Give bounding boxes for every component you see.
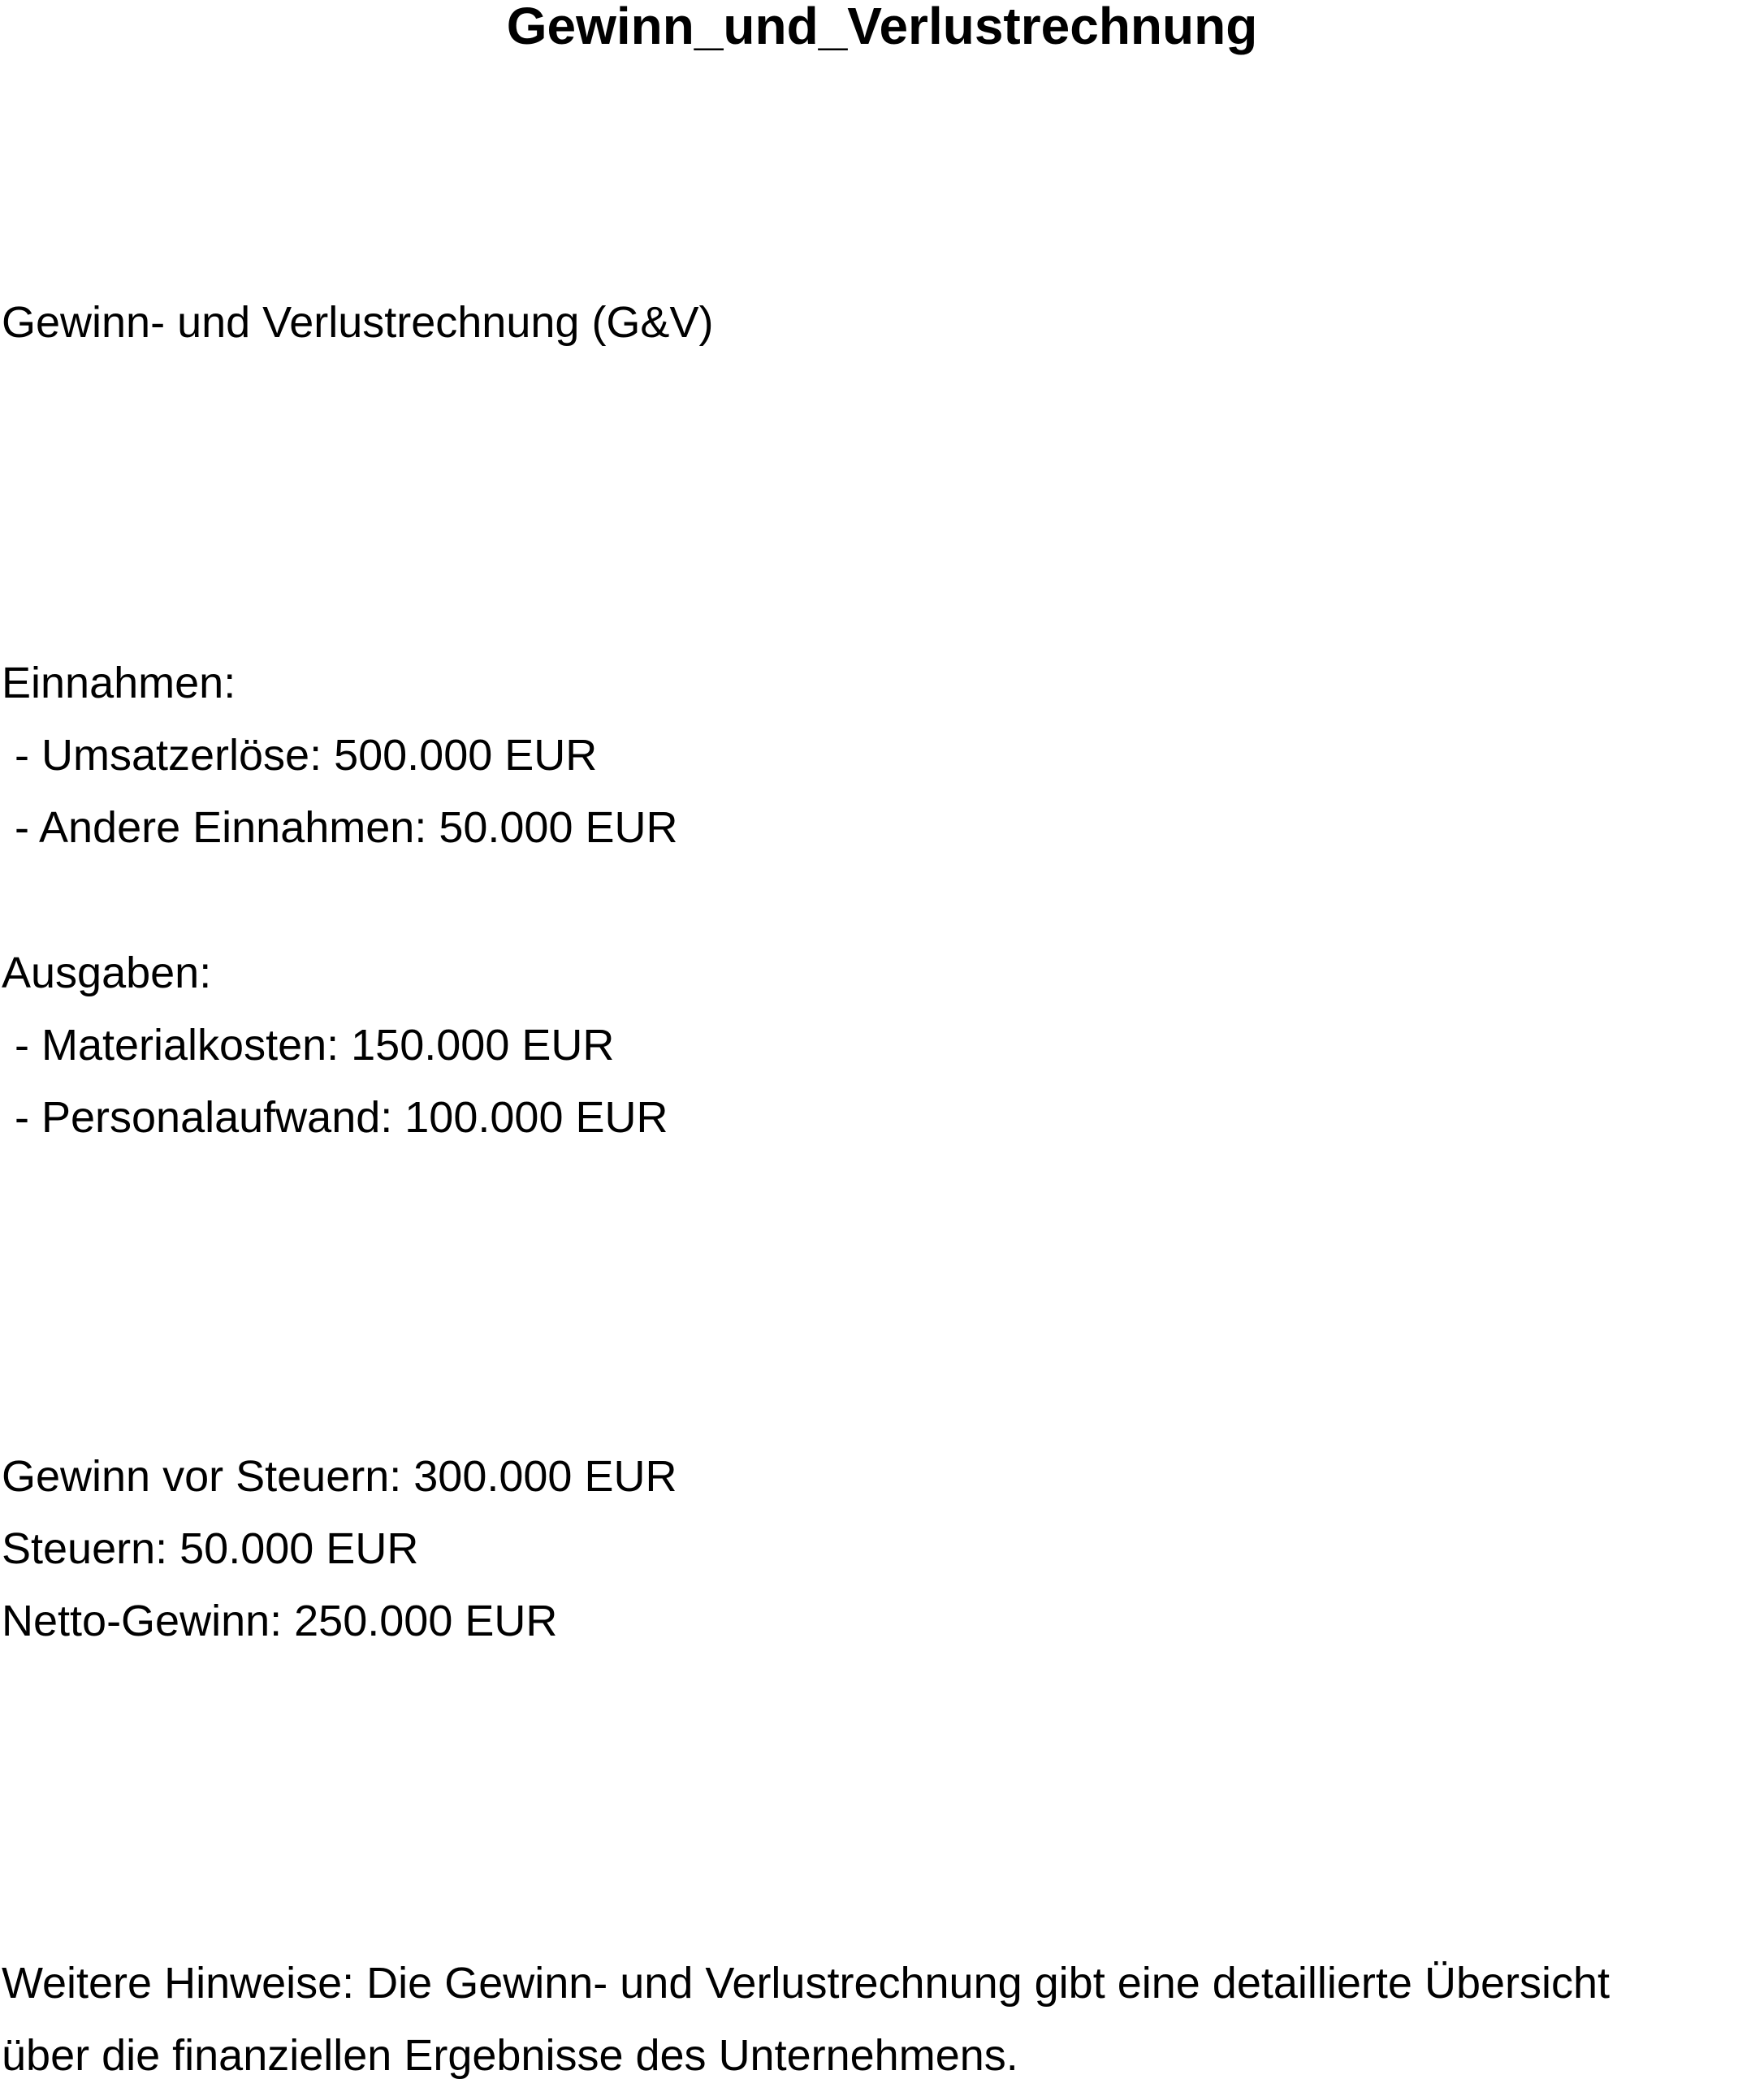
- result-taxes: Steuern: 50.000 EUR: [2, 1524, 419, 1573]
- further-notes-line-1: Weitere Hinweise: Die Gewinn- und Verlustrechnung gibt eine detaillierte Übersicht: [2, 1959, 1611, 2008]
- result-net-profit: Netto-Gewinn: 250.000 EUR: [2, 1597, 558, 1645]
- income-label: Einnahmen:: [2, 659, 236, 707]
- expenses-label: Ausgaben:: [2, 949, 212, 997]
- expenses-item-material: - Materialkosten: 150.000 EUR: [15, 1021, 615, 1070]
- page-title: Gewinn_und_Verlustrechnung: [506, 0, 1258, 55]
- further-notes-line-2: über die finanziellen Ergebnisse des Unternehmens.: [2, 2031, 1018, 2080]
- further-notes: [2, 1947, 1762, 2092]
- expenses-item-personnel: - Personalaufwand: 100.000 EUR: [15, 1093, 668, 1142]
- result-profit-before-tax: Gewinn vor Steuern: 300.000 EUR: [2, 1452, 677, 1501]
- document-heading: Gewinn- und Verlustrechnung (G&V): [2, 298, 714, 347]
- income-item-revenue: - Umsatzerlöse: 500.000 EUR: [15, 731, 598, 780]
- income-item-other: - Andere Einnahmen: 50.000 EUR: [15, 803, 678, 852]
